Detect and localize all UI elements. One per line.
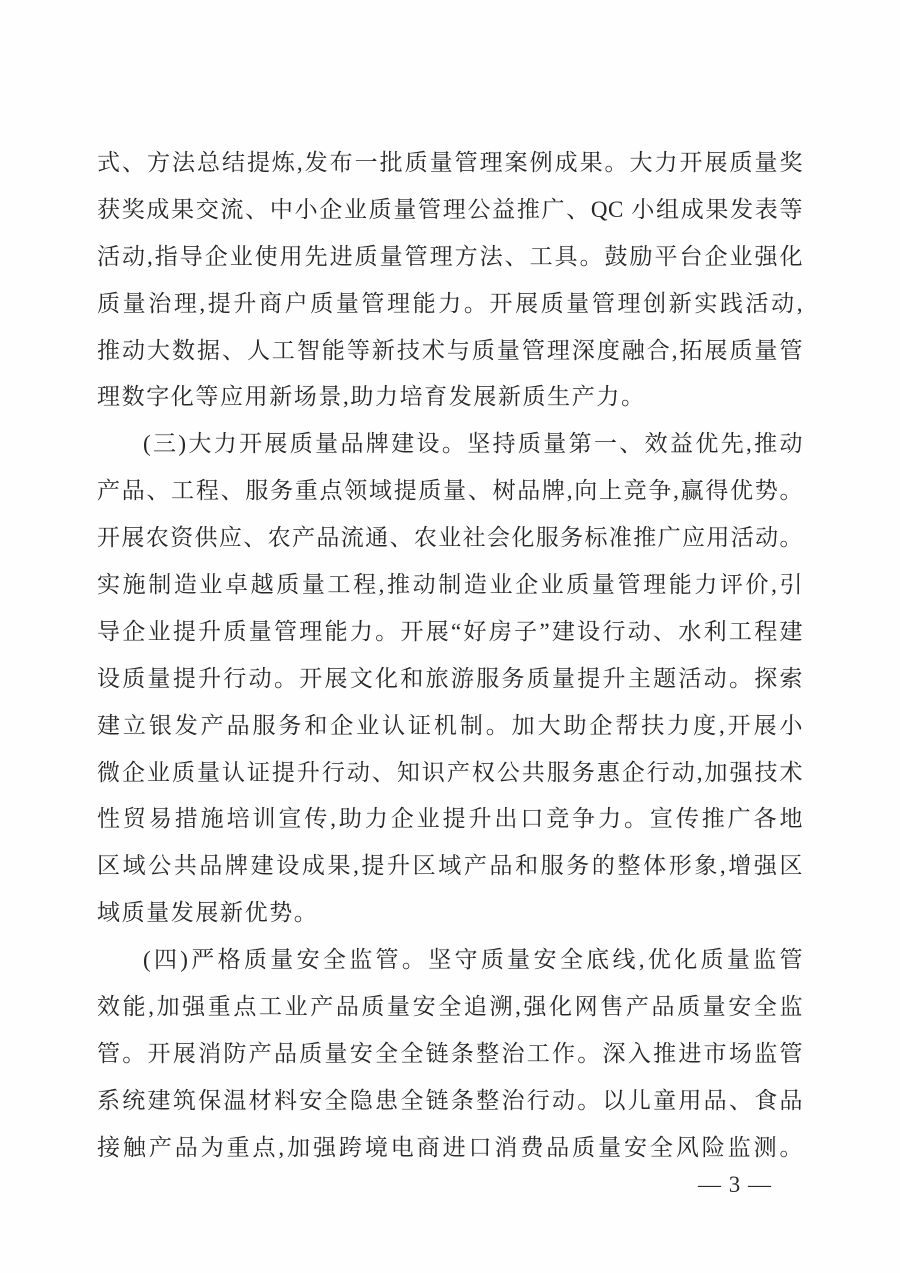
text-line: 微企业质量认证提升行动、知识产权公共服务惠企行动,加强技术 — [97, 759, 803, 785]
text-line: 接触产品为重点,加强跨境电商进口消费品质量安全风险监测。 — [97, 1134, 803, 1160]
text-line: 实施制造业卓越质量工程,推动制造业企业质量管理能力评价,引 — [97, 572, 803, 598]
paragraph — [97, 140, 803, 421]
text-line: 管。开展消防产品质量安全全链条整治工作。深入推进市场监管 — [97, 1040, 803, 1066]
text-line: 导企业提升质量管理能力。开展“好房子”建设行动、水利工程建 — [97, 618, 803, 644]
text-line: 域质量发展新优势。 — [97, 900, 319, 926]
text-line: 产品、工程、服务重点领域提质量、树品牌,向上竞争,赢得优势。 — [97, 478, 803, 504]
text-line: 理数字化等应用新场景,助力培育发展新质生产力。 — [97, 384, 646, 410]
paragraph — [97, 421, 803, 937]
text-line: 质量治理,提升商户质量管理能力。开展质量管理创新实践活动, — [97, 290, 803, 316]
text-line: 开展农资供应、农产品流通、农业社会化服务标准推广应用活动。 — [97, 525, 803, 551]
text-line: 性贸易措施培训宣传,助力企业提升出口竞争力。宣传推广各地 — [97, 806, 803, 832]
document-body — [97, 140, 803, 1172]
text-line: 式、方法总结提炼,发布一批质量管理案例成果。大力开展质量奖 — [97, 150, 803, 175]
paragraph — [97, 937, 803, 1171]
text-line: (三)大力开展质量品牌建设。坚持质量第一、效益优先,推动 — [143, 431, 803, 457]
page-number: — 3 — — [698, 1172, 772, 1197]
text-line: 获奖成果交流、中小企业质量管理公益推广、QC 小组成果发表等 — [97, 196, 803, 222]
text-line: 建立银发产品服务和企业认证机制。加大助企帮扶力度,开展小 — [97, 712, 803, 738]
text-line: 设质量提升行动。开展文化和旅游服务质量提升主题活动。探索 — [97, 665, 803, 691]
text-line: 推动大数据、人工智能等新技术与质量管理深度融合,拓展质量管 — [97, 337, 803, 363]
text-line: 效能,加强重点工业产品质量安全追溯,强化网售产品质量安全监 — [97, 994, 803, 1020]
text-line: 区域公共品牌建设成果,提升区域产品和服务的整体形象,增强区 — [97, 853, 804, 879]
text-line: (四)严格质量安全监管。坚守质量安全底线,优化质量监管 — [143, 947, 803, 973]
text-line: 活动,指导企业使用先进质量管理方法、工具。鼓励平台企业强化 — [97, 243, 803, 269]
text-line: 系统建筑保温材料安全隐患全链条整治行动。以儿童用品、食品 — [97, 1087, 803, 1113]
